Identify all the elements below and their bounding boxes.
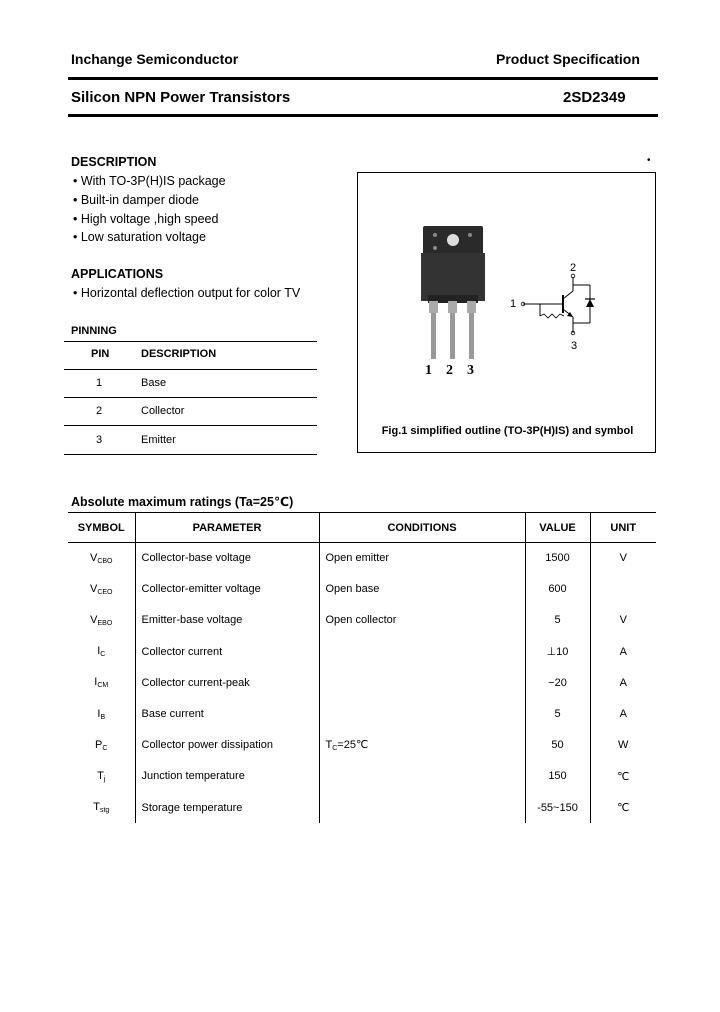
- pinning-pin: 3: [96, 434, 103, 446]
- pinning-desc: Collector: [141, 405, 185, 417]
- table-row: [68, 574, 656, 605]
- ratings-table: [68, 512, 656, 823]
- pinning-pin: 2: [96, 405, 103, 417]
- pinning-col-desc: DESCRIPTION: [141, 348, 217, 360]
- stray-dot: •: [647, 155, 651, 166]
- parameter-cell: Storage temperature: [135, 792, 319, 823]
- applications-title: APPLICATIONS: [71, 267, 164, 281]
- ratings-header-row: [68, 513, 656, 543]
- value-cell: ⊥10: [525, 636, 590, 667]
- package-pin-label: 3: [467, 363, 474, 378]
- description-item: • Built-in damper diode: [73, 193, 199, 207]
- description-item: • With TO-3P(H)IS package: [73, 174, 226, 188]
- table-row: [68, 543, 656, 574]
- unit-cell: ℃: [590, 761, 656, 792]
- description-item: • High voltage ,high speed: [73, 212, 219, 226]
- value-cell: 600: [525, 574, 590, 605]
- table-row: [68, 605, 656, 636]
- table-row: [68, 667, 656, 698]
- pinning-desc: Emitter: [141, 434, 176, 446]
- conditions-cell: Open base: [319, 574, 525, 605]
- value-cell: 150: [525, 761, 590, 792]
- value-cell: 5: [525, 605, 590, 636]
- value-cell: 50: [525, 730, 590, 761]
- conditions-cell: TC=25℃: [319, 730, 525, 761]
- table-row: [68, 730, 656, 761]
- parameter-cell: Collector-base voltage: [135, 543, 319, 574]
- package-pin-label: 1: [425, 363, 432, 378]
- symbol-cell: IC: [97, 645, 106, 659]
- doc-type: Product Specification: [496, 51, 640, 67]
- symbol-cell: PC: [95, 738, 108, 752]
- table-row: [68, 698, 656, 729]
- table-row: [68, 636, 656, 667]
- col-value: VALUE: [525, 513, 590, 543]
- symbol-cell: IB: [97, 707, 106, 721]
- parameter-cell: Junction temperature: [135, 761, 319, 792]
- parameter-cell: Base current: [135, 698, 319, 729]
- symbol-label-collector: 2: [570, 262, 577, 274]
- symbol-label-base: 1: [510, 298, 517, 310]
- pinning-rule: [64, 425, 317, 426]
- pinning-rule: [64, 341, 317, 342]
- unit-cell: V: [590, 605, 656, 636]
- parameter-cell: Collector-emitter voltage: [135, 574, 319, 605]
- pinning-title: PINNING: [71, 325, 117, 337]
- col-unit: UNIT: [590, 513, 656, 543]
- ratings-title: Absolute maximum ratings (Ta=25℃): [71, 495, 294, 509]
- table-row: [68, 761, 656, 792]
- figure-box: [357, 172, 656, 453]
- unit-cell: A: [590, 636, 656, 667]
- pinning-rule: [64, 369, 317, 370]
- parameter-cell: Collector current-peak: [135, 667, 319, 698]
- pinning-col-pin: PIN: [91, 348, 110, 360]
- description-title: DESCRIPTION: [71, 155, 157, 169]
- parameter-cell: Emitter-base voltage: [135, 605, 319, 636]
- header-rule-bottom: [68, 114, 658, 117]
- symbol-label-emitter: 3: [571, 340, 578, 352]
- parameter-cell: Collector power dissipation: [135, 730, 319, 761]
- header-rule-top: [68, 77, 658, 80]
- pinning-pin: 1: [96, 377, 103, 389]
- col-conditions: CONDITIONS: [319, 513, 525, 543]
- symbol-cell: Tstg: [93, 801, 110, 815]
- conditions-cell: [319, 792, 525, 823]
- symbol-cell: ICM: [94, 676, 109, 690]
- value-cell: 1500: [525, 543, 590, 574]
- value-cell: 5: [525, 698, 590, 729]
- conditions-cell: Open collector: [319, 605, 525, 636]
- pinning-rule: [64, 454, 317, 455]
- unit-cell: A: [590, 698, 656, 729]
- figure-caption: Fig.1 simplified outline (TO-3P(H)IS) and symbol: [381, 425, 634, 437]
- conditions-cell: [319, 761, 525, 792]
- col-symbol: SYMBOL: [68, 513, 135, 543]
- parameter-cell: Collector current: [135, 636, 319, 667]
- applications-item: • Horizontal deflection output for color TV: [73, 286, 301, 300]
- value-cell: -55~150: [525, 792, 590, 823]
- unit-cell: ℃: [590, 792, 656, 823]
- description-item: • Low saturation voltage: [73, 230, 206, 244]
- pinning-desc: Base: [141, 377, 167, 389]
- part-number: 2SD2349: [563, 89, 626, 106]
- symbol-cell: Tj: [97, 769, 106, 783]
- pinning-rule: [64, 397, 317, 398]
- table-row: [68, 792, 656, 823]
- unit-cell: V: [590, 543, 656, 574]
- symbol-cell: VCEO: [89, 582, 113, 596]
- product-line: Silicon NPN Power Transistors: [71, 89, 291, 106]
- value-cell: −20: [525, 667, 590, 698]
- symbol-cell: VCBO: [89, 551, 113, 565]
- company-name: Inchange Semiconductor: [71, 51, 239, 67]
- symbol-cell: VEBO: [90, 613, 113, 627]
- col-parameter: PARAMETER: [135, 513, 319, 543]
- conditions-cell: [319, 636, 525, 667]
- transistor-symbol: [358, 173, 657, 454]
- conditions-cell: [319, 698, 525, 729]
- unit-cell: A: [590, 667, 656, 698]
- conditions-cell: Open emitter: [319, 543, 525, 574]
- conditions-cell: [319, 667, 525, 698]
- unit-cell: [590, 574, 656, 605]
- unit-cell: W: [590, 730, 656, 761]
- package-pin-label: 2: [446, 363, 453, 378]
